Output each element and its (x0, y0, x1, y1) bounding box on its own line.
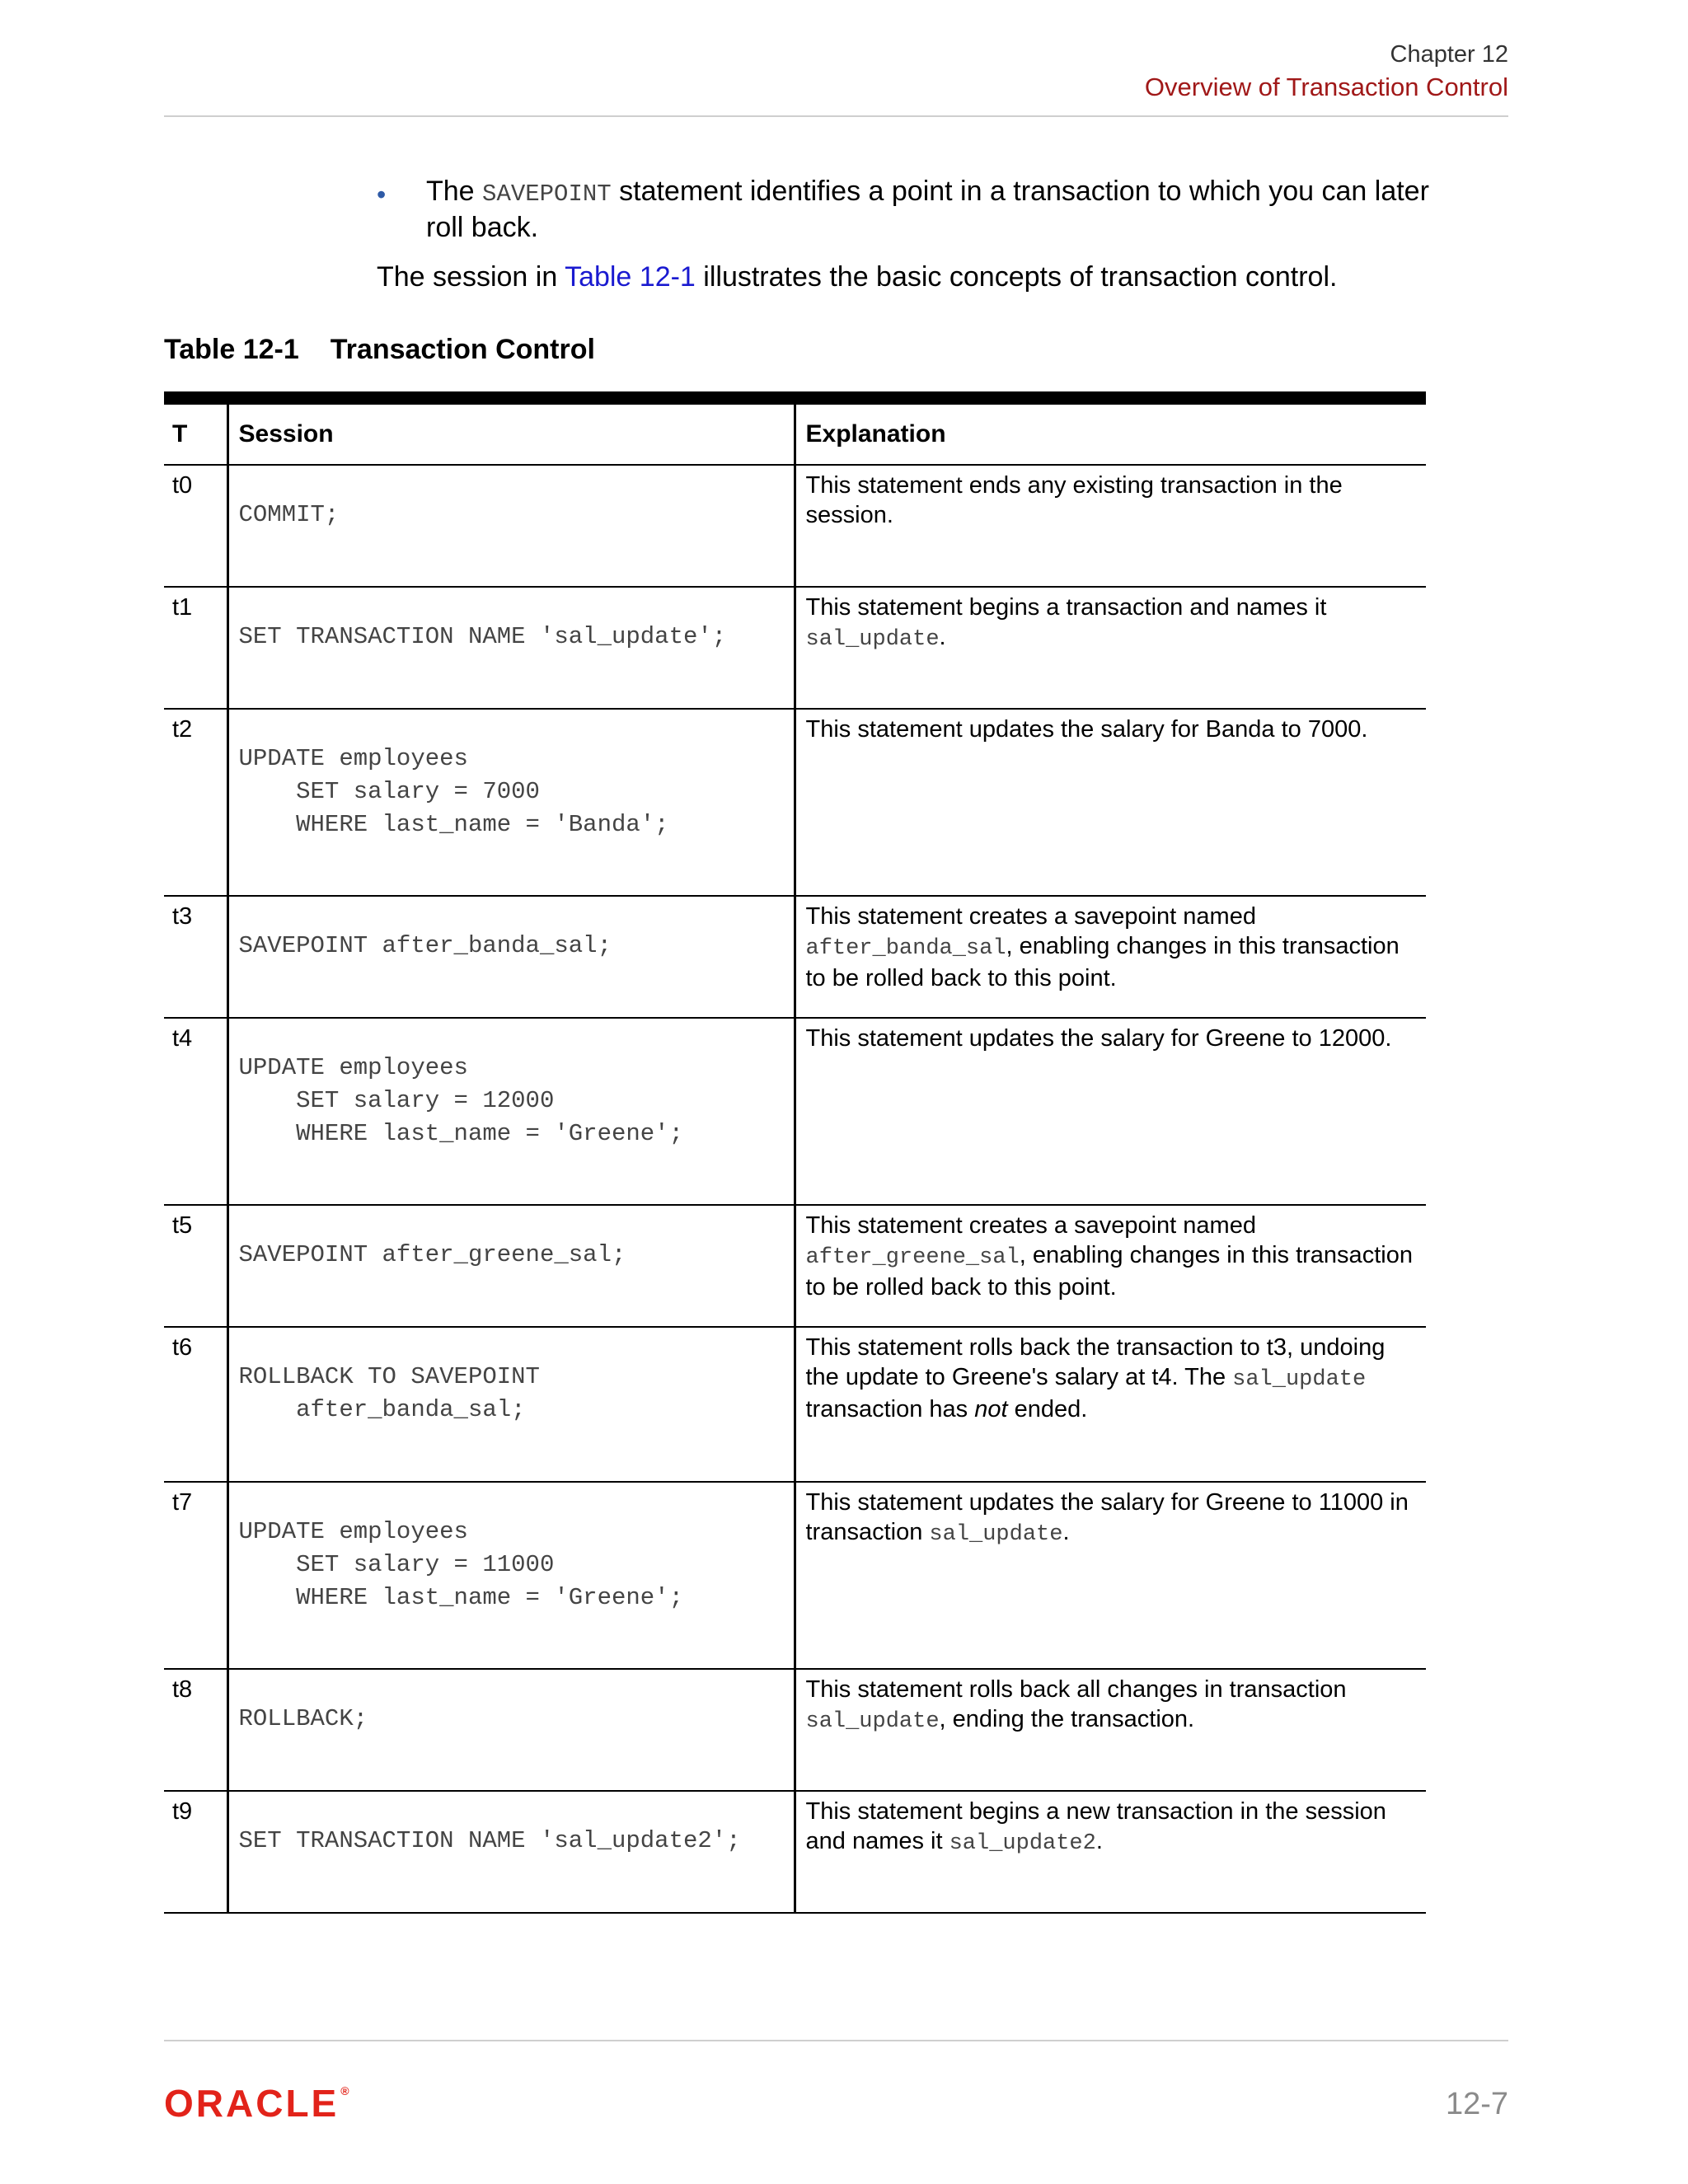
time-cell: t7 (164, 1482, 227, 1669)
explanation-cell (795, 709, 1426, 896)
inline-code: sal_update (805, 627, 940, 652)
header-explanation: Explanation (795, 398, 1426, 465)
table-row (164, 709, 1426, 896)
savepoint-keyword: SAVEPOINT (482, 180, 612, 208)
session-code: ROLLBACK; (238, 1705, 368, 1732)
session-code: COMMIT; (238, 501, 340, 528)
session-cell (227, 1791, 795, 1913)
explanation-text: This statement creates a savepoint named (805, 1212, 1256, 1239)
explanation-text: ended. (1007, 1396, 1088, 1422)
session-cell (227, 1205, 795, 1327)
emphasis-text: not (974, 1396, 1008, 1422)
bullet-suffix: statement identifies a point in a transaction to which you can later roll back. (426, 176, 1429, 243)
time-cell: t4 (164, 1018, 227, 1205)
inline-code: sal_update (805, 1709, 940, 1734)
session-code: UPDATE employees SET salary = 11000 WHERE last_name = 'Greene'; (238, 1518, 683, 1611)
explanation-cell (795, 465, 1426, 587)
explanation-text: This statement ends any existing transaction in the session. (805, 472, 1343, 528)
session-code: ROLLBACK TO SAVEPOINT after_banda_sal; (238, 1363, 540, 1423)
table-row (164, 1205, 1426, 1327)
explanation-text: This statement begins a transaction and names it (805, 594, 1327, 621)
time-cell: t6 (164, 1327, 227, 1482)
session-cell (227, 587, 795, 709)
time-cell: t5 (164, 1205, 227, 1327)
session-code: SET TRANSACTION NAME 'sal_update2'; (238, 1827, 741, 1854)
inline-code: after_greene_sal (805, 1245, 1020, 1270)
explanation-text: . (939, 624, 946, 650)
session-code: UPDATE employees SET salary = 7000 WHERE last_name = 'Banda'; (238, 745, 669, 838)
explanation-cell (795, 1327, 1426, 1482)
explanation-cell (795, 1791, 1426, 1913)
header-divider (164, 115, 1508, 117)
session-cell (227, 465, 795, 587)
explanation-cell (795, 1669, 1426, 1791)
explanation-text: This statement rolls back all changes in transaction (805, 1676, 1347, 1703)
explanation-text: . (1095, 1828, 1103, 1854)
time-cell: t3 (164, 896, 227, 1018)
explanation-text: , ending the transaction. (939, 1706, 1195, 1732)
transaction-control-table (164, 391, 1426, 1914)
section-title[interactable]: Overview of Transaction Control (1144, 73, 1508, 101)
session-code: SET TRANSACTION NAME 'sal_update'; (238, 623, 727, 650)
header-session: Session (227, 398, 795, 465)
session-code: SAVEPOINT after_greene_sal; (238, 1241, 626, 1268)
inline-code: sal_update (1232, 1367, 1367, 1392)
footer-divider (164, 2040, 1508, 2041)
savepoint-bullet-text (426, 175, 1456, 245)
inline-code: sal_update (929, 1522, 1063, 1547)
explanation-text: , enabling changes in this transaction to be rolled back to this point. (805, 1242, 1413, 1301)
inline-code: sal_update2 (949, 1831, 1096, 1856)
table-row (164, 1327, 1426, 1482)
explanation-text: This statement updates the salary for Greene to 11000 in transaction (805, 1489, 1409, 1545)
table-row (164, 1018, 1426, 1205)
time-cell: t0 (164, 465, 227, 587)
explanation-text: This statement updates the salary for Banda to 7000. (805, 716, 1368, 743)
table-row (164, 1791, 1426, 1913)
explanation-cell (795, 896, 1426, 1018)
header-t: T (164, 398, 227, 465)
table-caption (164, 334, 595, 366)
session-code: SAVEPOINT after_banda_sal; (238, 932, 612, 959)
time-cell: t1 (164, 587, 227, 709)
session-cell (227, 1018, 795, 1205)
caption-number: Table 12-1 (164, 334, 299, 365)
explanation-text: This statement begins a new transaction in the session and names it (805, 1798, 1386, 1854)
bullet-prefix: The (426, 176, 483, 207)
intro-paragraph (377, 260, 1337, 294)
explanation-cell (795, 1018, 1426, 1205)
explanation-text: This statement rolls back the transaction to t3, undoing the update to Greene's salary at t4. The (805, 1334, 1386, 1390)
explanation-text: , enabling changes in this transaction to be rolled back to this point. (805, 933, 1400, 991)
table-row (164, 1669, 1426, 1791)
table-row (164, 1482, 1426, 1669)
explanation-cell (795, 1482, 1426, 1669)
page-number: 12-7 (1445, 2087, 1508, 2121)
table-row (164, 465, 1426, 587)
caption-title: Transaction Control (330, 334, 595, 365)
inline-code: after_banda_sal (805, 936, 1006, 961)
session-cell (227, 896, 795, 1018)
session-cell (227, 1482, 795, 1669)
logo-text: ORACLE (164, 2082, 340, 2125)
table-12-1-link[interactable]: Table 12-1 (565, 261, 696, 293)
time-cell: t8 (164, 1669, 227, 1791)
explanation-text: This statement creates a savepoint named (805, 903, 1256, 930)
chapter-label: Chapter 12 (1390, 41, 1508, 68)
session-code: UPDATE employees SET salary = 12000 WHERE last_name = 'Greene'; (238, 1054, 683, 1147)
table-row (164, 587, 1426, 709)
time-cell: t2 (164, 709, 227, 896)
table-row (164, 896, 1426, 1018)
session-cell (227, 1669, 795, 1791)
time-cell: t9 (164, 1791, 227, 1913)
explanation-text: transaction has (805, 1396, 975, 1422)
para-suffix: illustrates the basic concepts of transaction control. (695, 261, 1338, 293)
explanation-cell (795, 1205, 1426, 1327)
para-prefix: The session in (377, 261, 565, 293)
session-cell (227, 1327, 795, 1482)
table-header-row (164, 398, 1426, 465)
registered-mark: ® (340, 2084, 349, 2097)
bullet-icon: • (377, 180, 387, 209)
explanation-text: This statement updates the salary for Greene to 12000. (805, 1025, 1392, 1052)
session-cell (227, 709, 795, 896)
explanation-cell (795, 587, 1426, 709)
oracle-logo (164, 2081, 349, 2125)
explanation-text: . (1062, 1519, 1070, 1545)
